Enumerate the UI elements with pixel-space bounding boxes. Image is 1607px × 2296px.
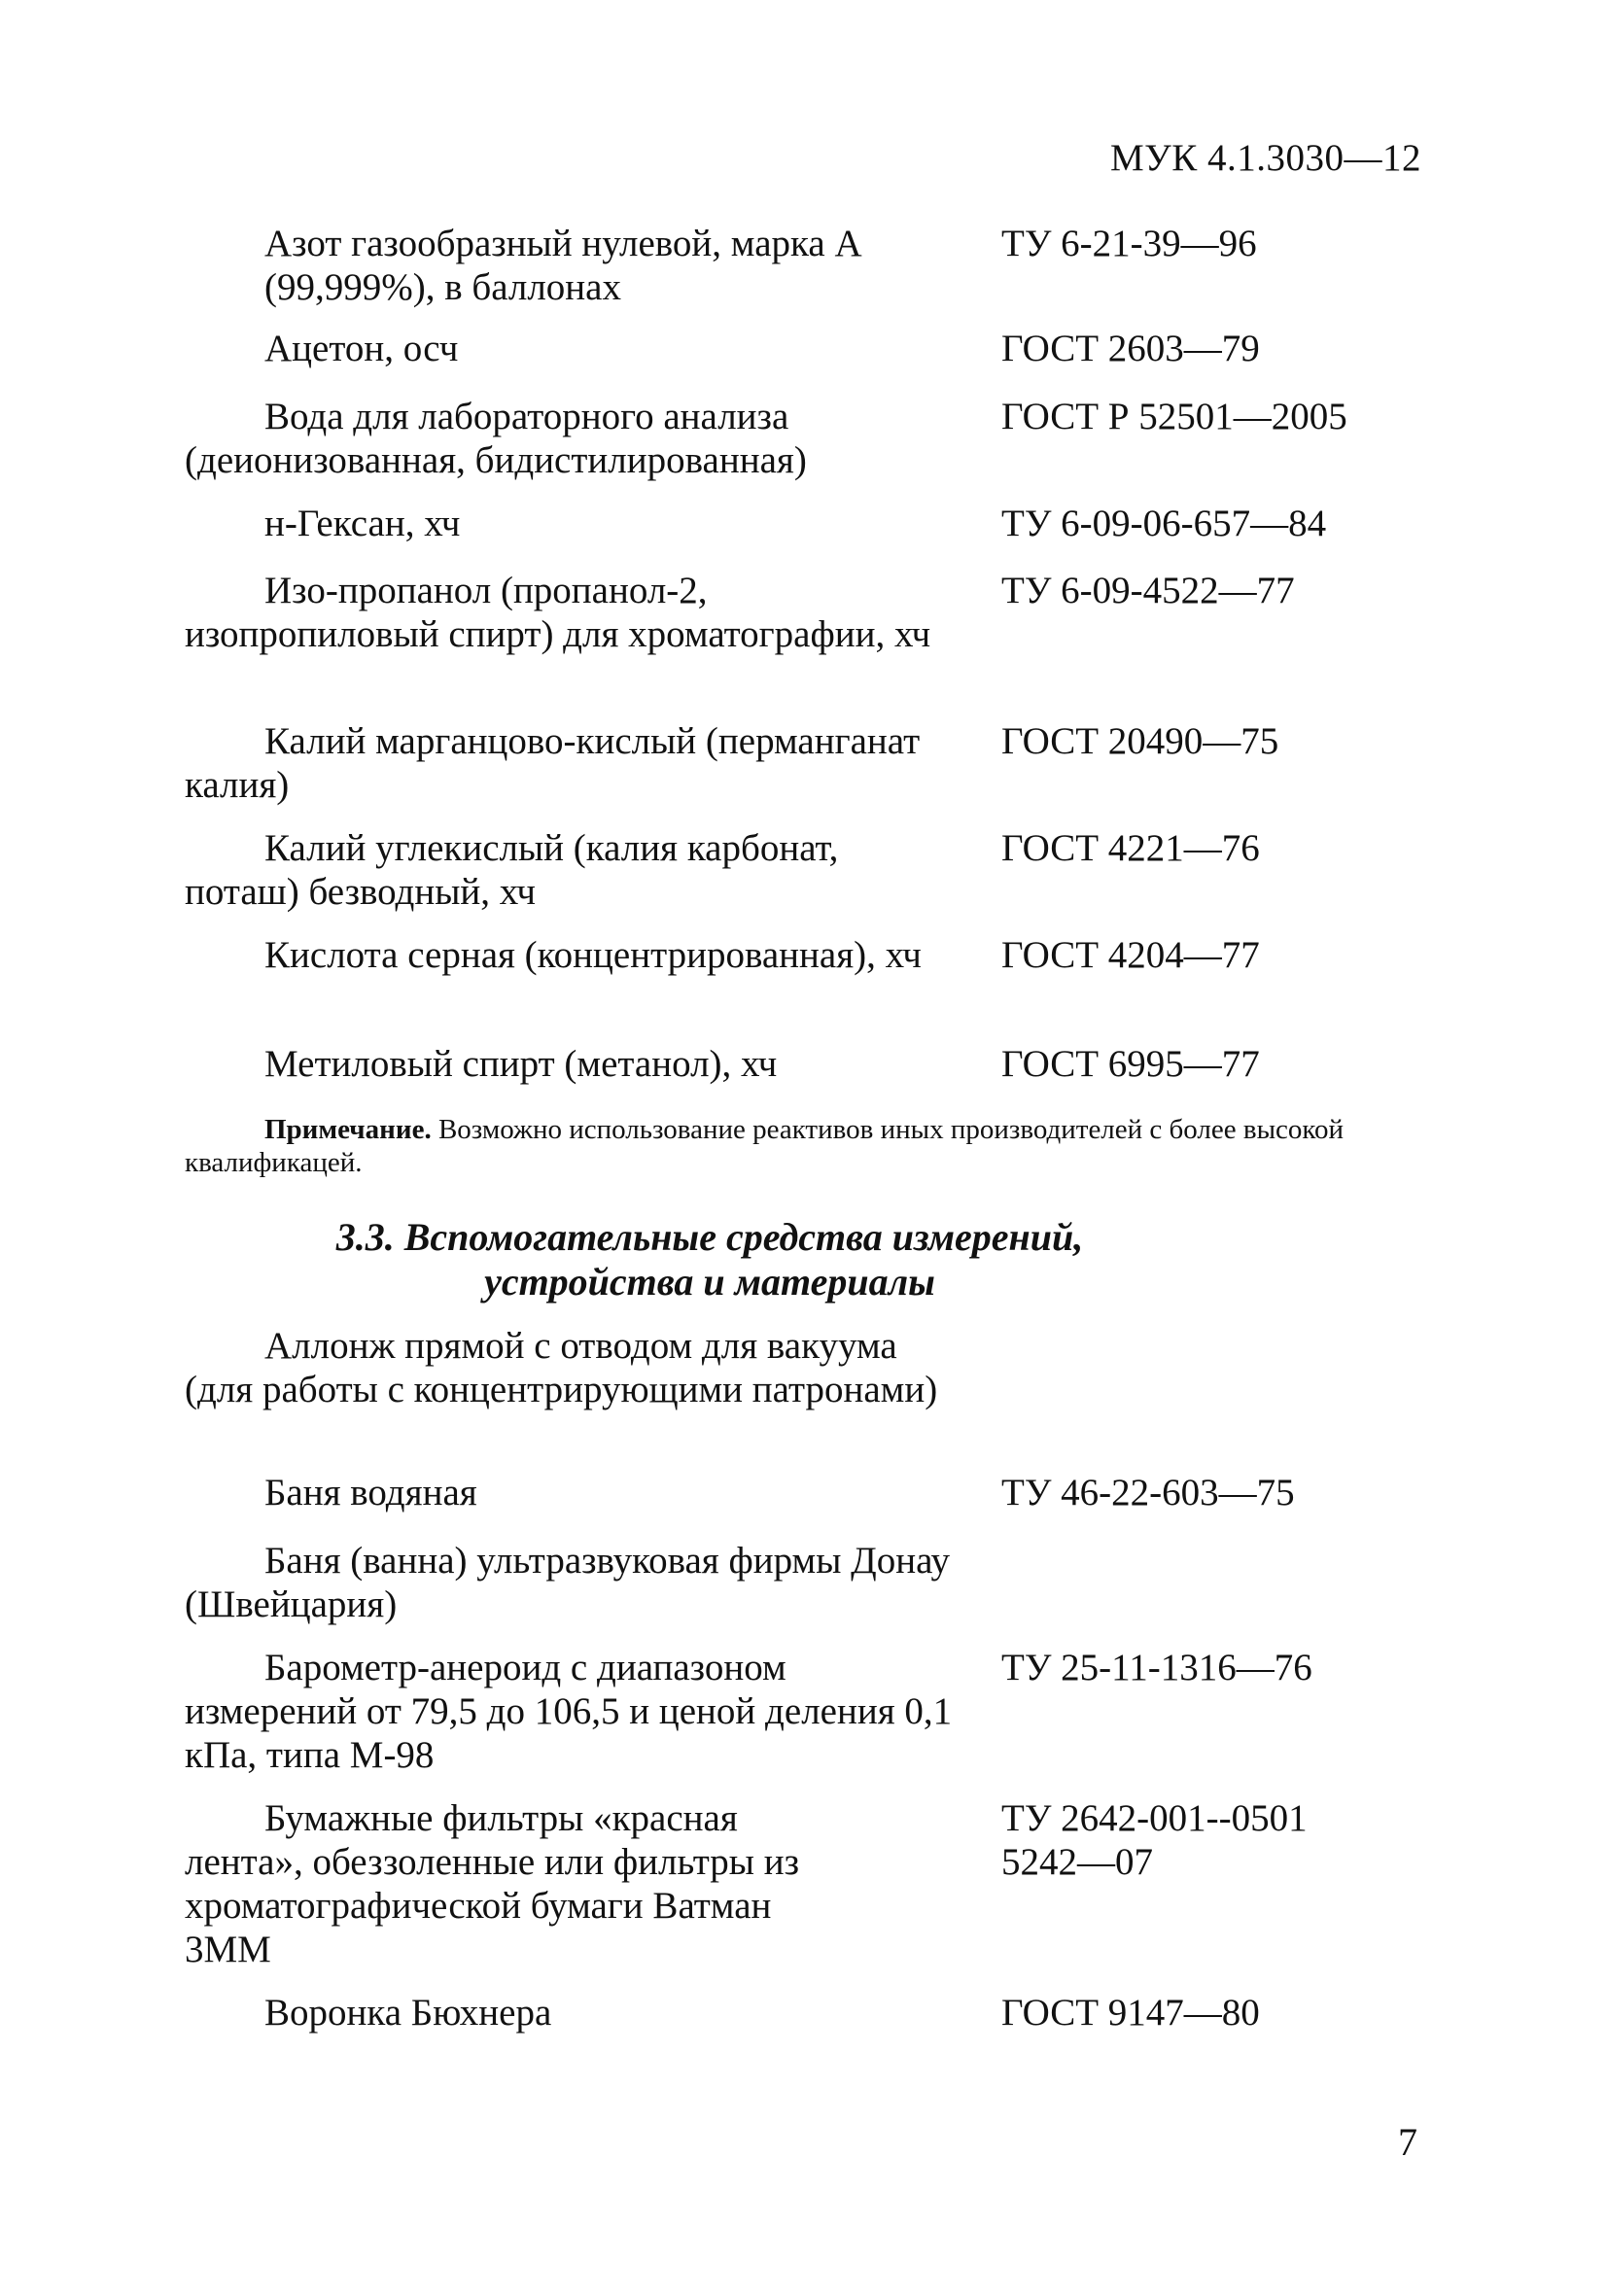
- equipment-name: Бумажные фильтры «красная лента», обеззоленные или фильтры из хроматографической бумаги Ватман 3ММ: [185, 1797, 800, 1970]
- reagent-name: Калий марганцово-кислый (перманганат калия): [185, 720, 921, 806]
- equipment-name: Баня (ванна) ультразвуковая фирмы Донау (Швейцария): [185, 1540, 950, 1625]
- reagent-name: н-Гексан, хч: [264, 503, 461, 544]
- reagent-standard: ГОСТ 6995—77: [1001, 1043, 1260, 1085]
- reagent-standard: ГОСТ 2603—79: [1001, 328, 1260, 369]
- reagent-standard: ТУ 6-09-4522—77: [1001, 570, 1295, 611]
- section-heading-line1: 3.3. Вспомогательные средства измерений,: [335, 1215, 1084, 1259]
- note-paragraph: [185, 1113, 1419, 1179]
- reagent-standard: ГОСТ 4221—76: [1001, 827, 1260, 869]
- note-label: Примечание.: [264, 1114, 432, 1145]
- equipment-standard: ТУ 25-11-1316—76: [1001, 1647, 1312, 1688]
- equipment-name: Баня водяная: [264, 1472, 477, 1513]
- equipment-standard: ТУ 2642-001--05015242—07: [1001, 1797, 1308, 1883]
- equipment-name: Воронка Бюхнера: [264, 1992, 552, 2034]
- reagent-standard: ГОСТ 4204—77: [1001, 934, 1260, 976]
- equipment-standard: ГОСТ 9147—80: [1001, 1992, 1260, 2034]
- reagent-name: Калий углекислый (калия карбонат, поташ) безводный, хч: [185, 827, 839, 913]
- reagent-standard: ТУ 6-09-06-657—84: [1001, 503, 1327, 544]
- document-code-header: МУК 4.1.3030—12: [1109, 137, 1421, 179]
- note-text: Возможно использование реактивов иных производителей с более высокой квалификацей.: [185, 1114, 1345, 1178]
- page-number: 7: [1398, 2120, 1417, 2164]
- equipment-standard: ТУ 46-22-603—75: [1001, 1472, 1295, 1513]
- reagent-name: Вода для лабораторного анализа (деионизованная, бидистилированная): [185, 396, 807, 481]
- reagent-name: Метиловый спирт (метанол), хч: [264, 1043, 778, 1085]
- section-heading: [204, 1215, 1215, 1305]
- reagent-name: Ацетон, осч: [264, 328, 459, 369]
- equipment-name: Барометр-анероид с диапазоном измерений от 79,5 до 106,5 и ценой деления 0,1 кПа, типа М-98: [185, 1647, 953, 1776]
- equipment-name: Аллонж прямой с отводом для вакуума (для работы с концентрирующими патронами): [185, 1325, 938, 1410]
- reagent-name: Кислота серная (концентрированная), хч: [264, 934, 922, 976]
- reagent-standard: ТУ 6-21-39—96: [1001, 223, 1257, 264]
- section-heading-line2: устройства и материалы: [484, 1260, 935, 1304]
- reagent-name: Изо-пропанол (пропанол-2, изопропиловый спирт) для хроматографии, хч: [185, 570, 931, 655]
- reagent-name: Азот газообразный нулевой, марка А (99,999%), в баллонах: [264, 223, 862, 308]
- reagent-standard: ГОСТ 20490—75: [1001, 720, 1279, 762]
- reagent-standard: ГОСТ Р 52501—2005: [1001, 396, 1347, 437]
